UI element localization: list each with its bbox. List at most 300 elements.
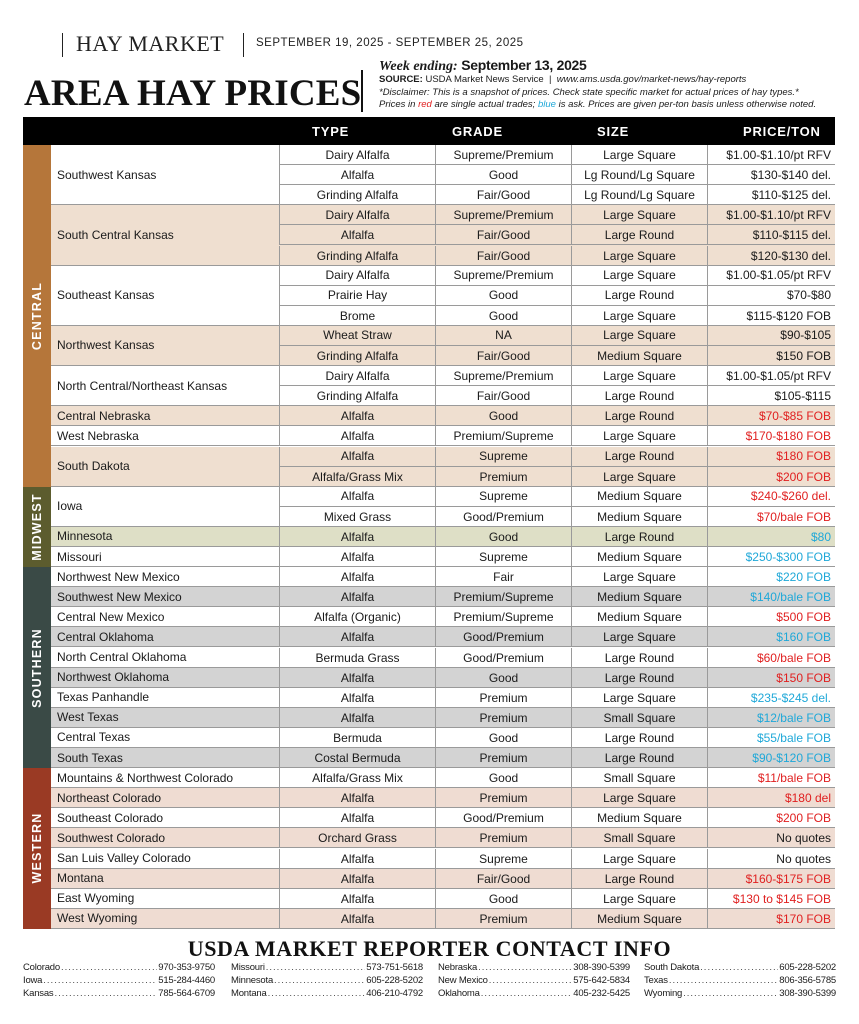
- cell-size: Large Square: [571, 366, 707, 385]
- cell-grade: Premium: [435, 748, 571, 768]
- contact-entry: [231, 962, 423, 973]
- column-header-grade: GRADE: [452, 124, 503, 139]
- cell-price: $235-$245 del.: [707, 688, 835, 708]
- table-row: [279, 467, 835, 487]
- table-row: [279, 386, 835, 406]
- contact-phone[interactable]: 785-564-6709: [158, 988, 215, 999]
- area-name: Northwest Oklahoma: [57, 670, 170, 685]
- cell-size: Large Square: [571, 306, 707, 326]
- cell-type: Alfalfa: [279, 487, 435, 506]
- contact-phone[interactable]: 405-232-5425: [573, 988, 630, 999]
- table-row: [279, 708, 835, 728]
- area-name: West Wyoming: [57, 911, 138, 926]
- source-label: SOURCE:: [379, 74, 423, 85]
- cell-price: $115-$120 FOB: [707, 306, 835, 326]
- cell-price: $220 FOB: [707, 567, 835, 587]
- area-name: Southwest Kansas: [57, 167, 157, 182]
- table-row: [279, 587, 835, 607]
- contact-state: Wyoming: [644, 988, 683, 999]
- table-row: [279, 889, 835, 909]
- cell-price: $1.00-$1.05/pt RFV: [707, 366, 835, 385]
- cell-price: $170-$180 FOB: [707, 426, 835, 446]
- cell-price: $12/bale FOB: [707, 708, 835, 728]
- cell-grade: Fair/Good: [435, 246, 571, 266]
- contact-state: Oklahoma: [438, 988, 480, 999]
- cell-size: Large Round: [571, 406, 707, 426]
- contact-phone[interactable]: 605-228-5202: [366, 975, 423, 986]
- cell-type: Alfalfa: [279, 527, 435, 547]
- cell-price: $180 FOB: [707, 447, 835, 466]
- contact-entry: [438, 988, 630, 999]
- cell-type: Alfalfa: [279, 447, 435, 466]
- cell-grade: Supreme: [435, 487, 571, 506]
- cell-type: Alfalfa: [279, 708, 435, 728]
- table-row: [279, 185, 835, 205]
- table-row: [279, 728, 835, 748]
- source-link[interactable]: www.ams.usda.gov/market-news/hay-reports: [556, 74, 747, 85]
- area-name: Texas Panhandle: [57, 690, 150, 705]
- contact-state: Montana: [231, 988, 267, 999]
- cell-grade: Premium: [435, 708, 571, 728]
- cell-price: $1.00-$1.05/pt RFV: [707, 266, 835, 285]
- table-row: [279, 346, 835, 366]
- dot-leader: [55, 988, 158, 999]
- cell-type: Alfalfa: [279, 668, 435, 688]
- area-name: Central Oklahoma: [57, 629, 154, 644]
- cell-grade: Good/Premium: [435, 648, 571, 668]
- cell-type: Alfalfa: [279, 889, 435, 909]
- table-row: [279, 246, 835, 266]
- cell-price: $150 FOB: [707, 668, 835, 688]
- cell-price: $90-$120 FOB: [707, 748, 835, 768]
- table-row: [279, 788, 835, 808]
- area-name: West Texas: [57, 710, 119, 725]
- cell-grade: Good: [435, 165, 571, 184]
- region-bar-southern: [23, 567, 51, 768]
- cell-price: $70-$80: [707, 286, 835, 305]
- contact-info-title: USDA MARKET REPORTER CONTACT INFO: [187, 936, 672, 961]
- table-row: [279, 668, 835, 688]
- cell-price: No quotes: [707, 828, 835, 848]
- cell-size: Large Square: [571, 426, 707, 446]
- cell-size: Medium Square: [571, 507, 707, 527]
- region-bar-western: [23, 768, 51, 929]
- region-label: MIDWEST: [30, 493, 44, 561]
- area-name: Central Nebraska: [57, 408, 151, 423]
- table-row: [279, 366, 835, 386]
- contact-state: New Mexico: [438, 975, 488, 986]
- area-name: East Wyoming: [57, 891, 135, 906]
- cell-type: Grinding Alfalfa: [279, 246, 435, 266]
- dot-leader: [478, 962, 572, 973]
- cell-size: Large Square: [571, 849, 707, 869]
- contact-entry: [23, 962, 215, 973]
- cell-grade: Premium: [435, 688, 571, 708]
- title-divider: [361, 70, 363, 112]
- table-row: [279, 849, 835, 869]
- cell-type: Alfalfa: [279, 849, 435, 869]
- cell-price: $170 FOB: [707, 909, 835, 929]
- area-name: Northwest New Mexico: [57, 569, 180, 584]
- area-name: South Dakota: [57, 459, 130, 474]
- dot-leader: [481, 988, 573, 999]
- table-row: [279, 768, 835, 788]
- cell-grade: Premium: [435, 909, 571, 929]
- cell-price: $250-$300 FOB: [707, 547, 835, 567]
- cell-type: Grinding Alfalfa: [279, 185, 435, 205]
- cell-grade: Good: [435, 306, 571, 326]
- cell-price: $105-$115: [707, 386, 835, 406]
- area-name: Missouri: [57, 549, 102, 564]
- cell-size: Large Square: [571, 788, 707, 808]
- table-row: [279, 426, 835, 446]
- cell-type: Dairy Alfalfa: [279, 205, 435, 224]
- cell-price: $11/bale FOB: [707, 768, 835, 788]
- cell-type: Grinding Alfalfa: [279, 386, 435, 406]
- cell-price: $120-$130 del.: [707, 246, 835, 266]
- contact-phone[interactable]: 308-390-5399: [573, 962, 630, 973]
- contact-phone[interactable]: 970-353-9750: [158, 962, 215, 973]
- cell-size: Large Square: [571, 567, 707, 587]
- table-row: [279, 808, 835, 828]
- area-name: Minnesota: [57, 529, 113, 544]
- contact-state: Minnesota: [231, 975, 274, 986]
- contact-phone[interactable]: 605-228-5202: [779, 962, 836, 973]
- cell-size: Large Round: [571, 728, 707, 748]
- cell-grade: Fair: [435, 567, 571, 587]
- cell-size: Large Square: [571, 627, 707, 647]
- dot-leader: [489, 975, 572, 986]
- table-row: [279, 165, 835, 185]
- table-row: [279, 205, 835, 225]
- cell-grade: Fair/Good: [435, 225, 571, 244]
- table-row: [279, 406, 835, 426]
- cell-type: Brome: [279, 306, 435, 326]
- cell-grade: NA: [435, 326, 571, 345]
- cell-grade: Good: [435, 728, 571, 748]
- cell-grade: Fair/Good: [435, 346, 571, 366]
- cell-size: Large Square: [571, 326, 707, 345]
- dot-leader: [266, 962, 365, 973]
- area-name: Southwest New Mexico: [57, 589, 182, 604]
- cell-price: $160 FOB: [707, 627, 835, 647]
- table-row: [279, 306, 835, 326]
- cell-type: Alfalfa: [279, 225, 435, 244]
- contact-entry: [23, 975, 215, 986]
- column-header-price: PRICE/TON: [743, 124, 821, 139]
- cell-size: Large Round: [571, 225, 707, 244]
- cell-type: Alfalfa/Grass Mix: [279, 467, 435, 487]
- cell-type: Prairie Hay: [279, 286, 435, 305]
- cell-price: $1.00-$1.10/pt RFV: [707, 145, 835, 164]
- cell-size: Large Square: [571, 145, 707, 164]
- cell-grade: Good: [435, 889, 571, 909]
- table-row: [279, 627, 835, 647]
- cell-grade: Premium/Supreme: [435, 607, 571, 627]
- week-ending-date: September 13, 2025: [461, 57, 587, 73]
- cell-type: Mixed Grass: [279, 507, 435, 527]
- week-ending-label: Week ending:: [379, 59, 458, 74]
- contact-entry: [644, 988, 836, 999]
- contact-state: South Dakota: [644, 962, 700, 973]
- cell-type: Wheat Straw: [279, 326, 435, 345]
- dot-leader: [700, 962, 778, 973]
- dot-leader: [43, 975, 157, 986]
- cell-grade: Supreme/Premium: [435, 205, 571, 224]
- cell-grade: Premium/Supreme: [435, 426, 571, 446]
- area-name: Northeast Colorado: [57, 790, 162, 805]
- cell-grade: Supreme: [435, 547, 571, 567]
- table-row: [279, 326, 835, 346]
- page-title: AREA HAY PRICES: [24, 73, 362, 114]
- cell-price: $130 to $145 FOB: [707, 889, 835, 909]
- cell-price: $150 FOB: [707, 346, 835, 366]
- column-header-type: TYPE: [312, 124, 350, 139]
- cell-size: Large Round: [571, 447, 707, 466]
- cell-size: Large Square: [571, 688, 707, 708]
- contact-entry: [231, 988, 423, 999]
- cell-size: Medium Square: [571, 346, 707, 366]
- cell-price: $110-$125 del.: [707, 185, 835, 205]
- contact-entry: [644, 975, 836, 986]
- table-row: [279, 286, 835, 306]
- cell-type: Grinding Alfalfa: [279, 346, 435, 366]
- cell-size: Small Square: [571, 708, 707, 728]
- contact-entry: [231, 975, 423, 986]
- contact-phone[interactable]: 515-284-4460: [158, 975, 215, 986]
- cell-type: Alfalfa: [279, 788, 435, 808]
- cell-price: $180 del: [707, 788, 835, 808]
- cell-type: Alfalfa (Organic): [279, 607, 435, 627]
- table-row: [279, 748, 835, 768]
- contact-state: Nebraska: [438, 962, 478, 973]
- cell-grade: Supreme/Premium: [435, 145, 571, 164]
- contact-entry: [438, 962, 630, 973]
- cell-type: Dairy Alfalfa: [279, 266, 435, 285]
- cell-price: $200 FOB: [707, 467, 835, 487]
- dot-leader: [268, 988, 366, 999]
- cell-grade: Good/Premium: [435, 627, 571, 647]
- cell-size: Medium Square: [571, 547, 707, 567]
- cell-size: Large Square: [571, 246, 707, 266]
- cell-size: Large Round: [571, 648, 707, 668]
- cell-type: Alfalfa: [279, 909, 435, 929]
- cell-size: Large Round: [571, 386, 707, 406]
- cell-grade: Supreme: [435, 849, 571, 869]
- table-row: [279, 145, 835, 165]
- cell-price: $240-$260 del.: [707, 487, 835, 506]
- source-text: USDA Market News Service: [425, 74, 544, 85]
- cell-size: Large Square: [571, 266, 707, 285]
- area-name: North Central/Northeast Kansas: [57, 378, 228, 393]
- table-row: [279, 266, 835, 286]
- contact-state: Colorado: [23, 962, 60, 973]
- region-bar-midwest: [23, 487, 51, 567]
- cell-grade: Fair/Good: [435, 869, 571, 889]
- cell-size: Small Square: [571, 768, 707, 788]
- contact-phone[interactable]: 806-356-5785: [779, 975, 836, 986]
- cell-size: Large Round: [571, 286, 707, 305]
- dot-leader: [274, 975, 365, 986]
- cell-grade: Supreme: [435, 447, 571, 466]
- contact-state: Missouri: [231, 962, 265, 973]
- area-name: Iowa: [57, 499, 83, 514]
- table-row: [279, 225, 835, 245]
- contact-entry: [23, 988, 215, 999]
- cell-size: Large Square: [571, 205, 707, 224]
- cell-price: $70-$85 FOB: [707, 406, 835, 426]
- cell-type: Alfalfa: [279, 587, 435, 607]
- cell-grade: Fair/Good: [435, 386, 571, 406]
- cell-type: Orchard Grass: [279, 828, 435, 848]
- disclaimer: [379, 87, 816, 110]
- area-name: San Luis Valley Colorado: [57, 851, 191, 866]
- table-row: [279, 828, 835, 848]
- cell-size: Lg Round/Lg Square: [571, 185, 707, 205]
- cell-size: Large Round: [571, 527, 707, 547]
- contact-phone[interactable]: 573-751-5618: [366, 962, 423, 973]
- cell-grade: Good/Premium: [435, 808, 571, 828]
- cell-grade: Supreme/Premium: [435, 266, 571, 285]
- cell-size: Medium Square: [571, 808, 707, 828]
- contact-state: Texas: [644, 975, 668, 986]
- area-name: Mountains & Northwest Colorado: [57, 770, 234, 785]
- cell-price: $140/bale FOB: [707, 587, 835, 607]
- cell-price: $500 FOB: [707, 607, 835, 627]
- cell-size: Medium Square: [571, 487, 707, 506]
- table-row: [279, 567, 835, 587]
- region-label: WESTERN: [30, 813, 44, 884]
- cell-size: Small Square: [571, 828, 707, 848]
- cell-type: Bermuda: [279, 728, 435, 748]
- cell-type: Alfalfa/Grass Mix: [279, 768, 435, 788]
- table-row: [279, 648, 835, 668]
- table-row: [279, 688, 835, 708]
- section-title: HAY MARKET: [76, 31, 225, 56]
- cell-size: Medium Square: [571, 587, 707, 607]
- cell-type: Alfalfa: [279, 406, 435, 426]
- price-color-note: Prices in red are single actual trades; blue is ask. Prices are given per-ton basis unless otherwise noted.: [379, 98, 817, 110]
- cell-grade: Supreme/Premium: [435, 366, 571, 385]
- area-name: Montana: [57, 871, 104, 886]
- cell-size: Large Round: [571, 869, 707, 889]
- table-row: [279, 487, 835, 507]
- cell-price: $60/bale FOB: [707, 648, 835, 668]
- table-row: [279, 869, 835, 889]
- area-name: Southeast Colorado: [57, 810, 164, 825]
- table-row: [279, 909, 835, 929]
- table-header: [23, 117, 835, 145]
- source-line: SOURCE: USDA Market News Service | www.ams.usda.gov/market-news/hay-reports: [379, 74, 747, 85]
- cell-grade: Good: [435, 768, 571, 788]
- cell-type: Alfalfa: [279, 165, 435, 184]
- cell-grade: Premium: [435, 788, 571, 808]
- cell-price: $110-$115 del.: [707, 225, 835, 244]
- cell-grade: Good: [435, 668, 571, 688]
- cell-grade: Good: [435, 286, 571, 305]
- area-name: Northwest Kansas: [57, 338, 155, 353]
- cell-price: $70/bale FOB: [707, 507, 835, 527]
- cell-size: Medium Square: [571, 607, 707, 627]
- cell-type: Alfalfa: [279, 627, 435, 647]
- cell-price: $1.00-$1.10/pt RFV: [707, 205, 835, 224]
- area-name: Southeast Kansas: [57, 288, 155, 303]
- cell-price: $55/bale FOB: [707, 728, 835, 748]
- area-name: West Nebraska: [57, 428, 139, 443]
- column-header-size: SIZE: [597, 124, 630, 139]
- dot-leader: [61, 962, 157, 973]
- cell-grade: Good: [435, 406, 571, 426]
- contact-entry: [438, 975, 630, 986]
- contact-phone[interactable]: 308-390-5399: [779, 988, 836, 999]
- cell-size: Lg Round/Lg Square: [571, 165, 707, 184]
- table-row: [279, 507, 835, 527]
- contact-state: Kansas: [23, 988, 54, 999]
- issue-dates: SEPTEMBER 19, 2025 - SEPTEMBER 25, 2025: [256, 37, 524, 49]
- cell-type: Costal Bermuda: [279, 748, 435, 768]
- cell-price: $80: [707, 527, 835, 547]
- disclaimer-text: *Disclaimer: This is a snapshot of prices. Check state specific market for actual prices of hay types.*: [379, 87, 799, 98]
- area-name: South Central Kansas: [57, 227, 174, 242]
- cell-type: Alfalfa: [279, 869, 435, 889]
- cell-type: Alfalfa: [279, 547, 435, 567]
- cell-size: Medium Square: [571, 909, 707, 929]
- table-row: [279, 547, 835, 567]
- cell-price: No quotes: [707, 849, 835, 869]
- cell-price: $130-$140 del.: [707, 165, 835, 184]
- area-name: Southwest Colorado: [57, 830, 166, 845]
- cell-type: Alfalfa: [279, 426, 435, 446]
- cell-grade: Premium: [435, 828, 571, 848]
- week-ending: [379, 57, 587, 75]
- table-row: [279, 527, 835, 547]
- region-label: SOUTHERN: [30, 627, 44, 708]
- area-name: Central Texas: [57, 730, 131, 745]
- cell-type: Bermuda Grass: [279, 648, 435, 668]
- cell-grade: Fair/Good: [435, 185, 571, 205]
- cell-type: Alfalfa: [279, 567, 435, 587]
- cell-price: $200 FOB: [707, 808, 835, 828]
- contact-phone[interactable]: 575-642-5834: [573, 975, 630, 986]
- region-bar-central: [23, 145, 51, 487]
- cell-size: Large Square: [571, 467, 707, 487]
- area-name: Central New Mexico: [57, 609, 165, 624]
- cell-grade: Premium/Supreme: [435, 587, 571, 607]
- area-name: North Central Oklahoma: [57, 650, 187, 665]
- table-row: [279, 447, 835, 467]
- cell-type: Alfalfa: [279, 688, 435, 708]
- cell-size: Large Square: [571, 889, 707, 909]
- cell-type: Dairy Alfalfa: [279, 145, 435, 164]
- table-row: [279, 607, 835, 627]
- cell-grade: Good/Premium: [435, 507, 571, 527]
- region-label: CENTRAL: [30, 281, 44, 350]
- cell-price: $90-$105: [707, 326, 835, 345]
- area-name: South Texas: [57, 750, 123, 765]
- dot-leader: [669, 975, 778, 986]
- cell-price: $160-$175 FOB: [707, 869, 835, 889]
- cell-size: Large Round: [571, 748, 707, 768]
- cell-grade: Good: [435, 527, 571, 547]
- cell-size: Large Round: [571, 668, 707, 688]
- dot-leader: [683, 988, 778, 999]
- contact-phone[interactable]: 406-210-4792: [366, 988, 423, 999]
- contact-entry: [644, 962, 836, 973]
- cell-type: Dairy Alfalfa: [279, 366, 435, 385]
- contact-state: Iowa: [23, 975, 43, 986]
- cell-type: Alfalfa: [279, 808, 435, 828]
- cell-grade: Premium: [435, 467, 571, 487]
